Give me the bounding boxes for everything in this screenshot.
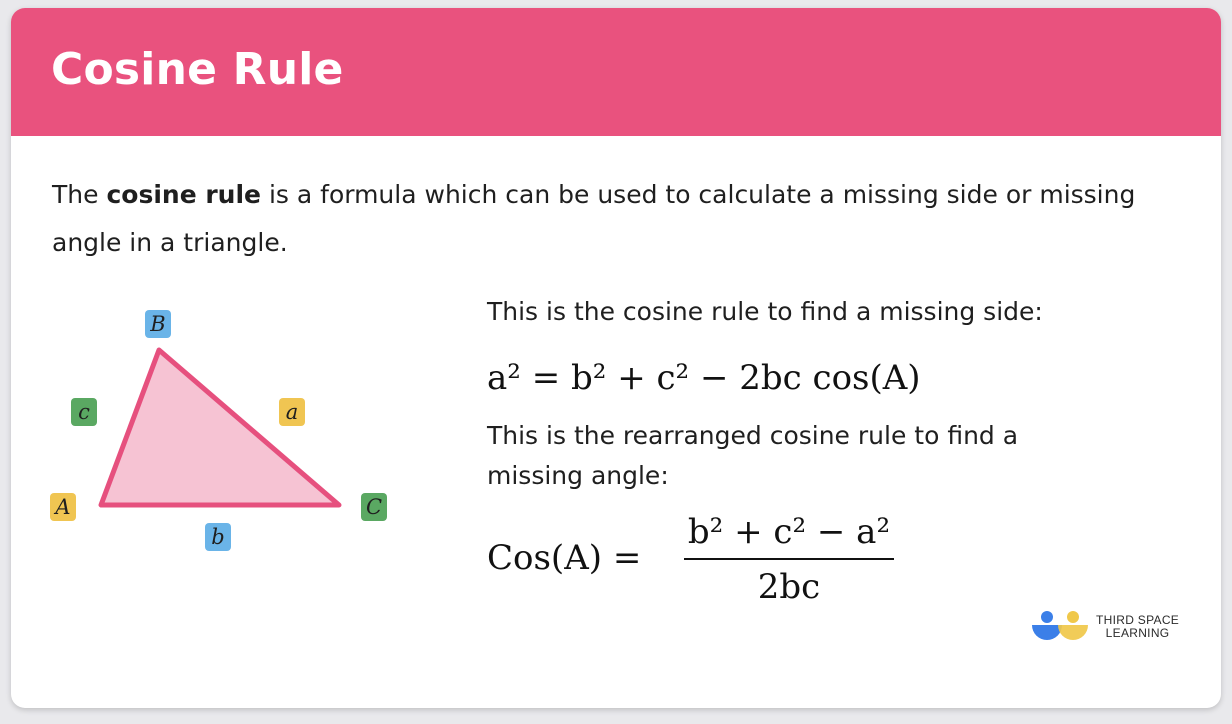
intro-suffix: is a formula which can be used to calculate a missing side or missing angle in a triangle. — [52, 180, 1136, 257]
page-title: Cosine Rule — [51, 44, 344, 95]
logo-wordmark — [1096, 614, 1179, 640]
triangle-shape — [101, 350, 339, 505]
intro-bold-term: cosine rule — [106, 180, 262, 209]
fraction-denominator: 2bc — [757, 567, 821, 607]
angle-rule-lhs: Cos(A) = — [487, 538, 642, 578]
vertex-label-c: C — [361, 493, 387, 521]
side-rule-text: This is the cosine rule to find a missing side: — [487, 297, 1043, 326]
vertex-label-a: A — [50, 493, 76, 521]
side-rule-formula: a² = b² + c² − 2bc cos(A) — [487, 358, 921, 398]
third-space-learning-logo-icon — [1030, 609, 1092, 645]
side-label-a: a — [279, 398, 305, 426]
fraction-numerator: b² + c² − a² — [687, 512, 891, 552]
angle-rule-text: This is the rearranged cosine rule to find a missing angle: — [487, 421, 1019, 490]
logo-line-2: LEARNING — [1105, 626, 1170, 640]
vertex-label-b: B — [145, 310, 171, 338]
side-label-c: c — [71, 398, 97, 426]
card — [11, 8, 1221, 708]
intro-prefix: The — [52, 180, 107, 209]
logo-line-1: THIRD SPACE — [1096, 613, 1180, 627]
side-label-b: b — [205, 523, 231, 551]
angle-rule-fraction — [684, 508, 894, 610]
fraction-bar — [684, 558, 894, 560]
